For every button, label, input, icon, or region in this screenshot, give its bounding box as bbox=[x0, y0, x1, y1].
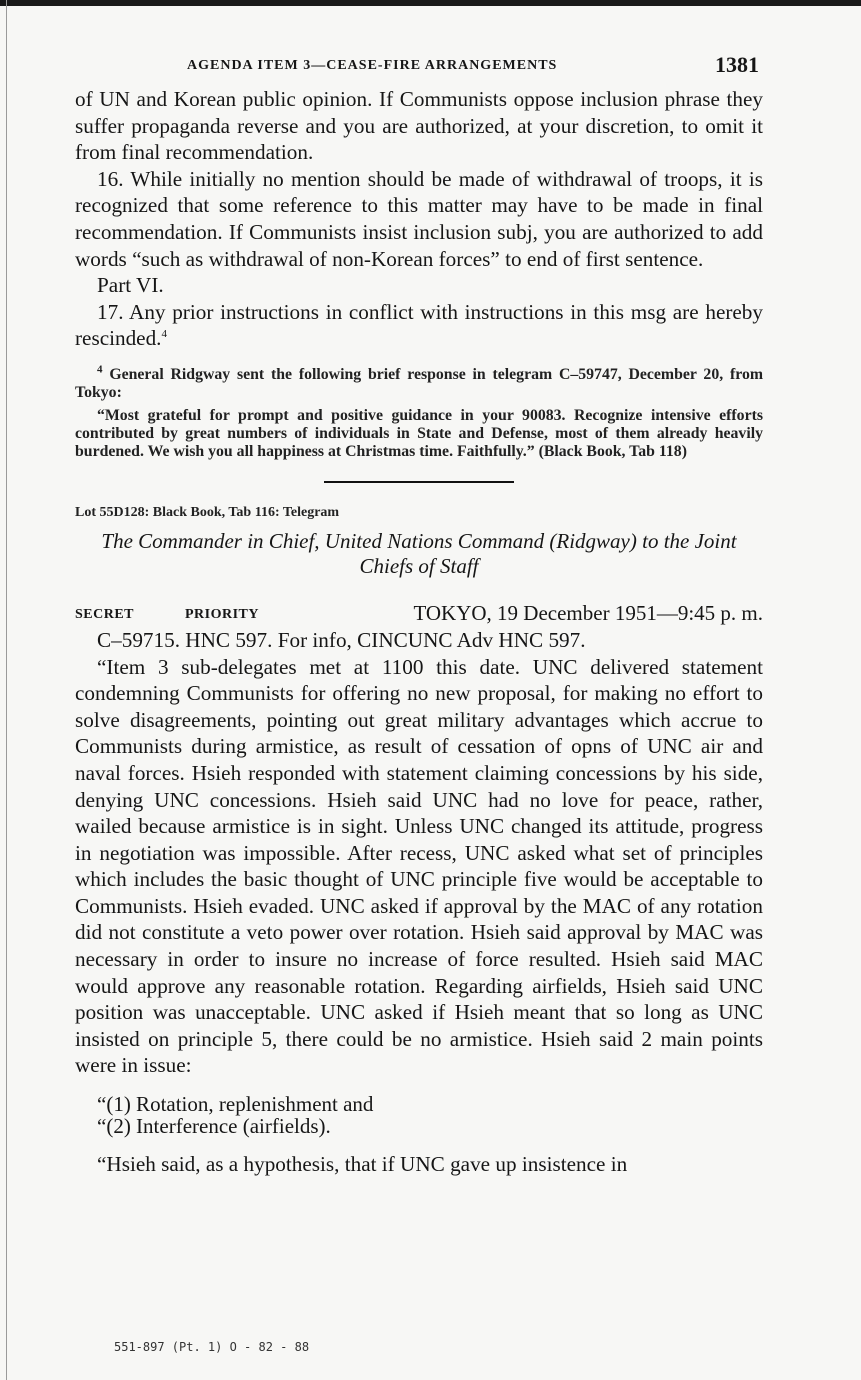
issue-list bbox=[75, 1093, 763, 1137]
telegram-slug bbox=[75, 601, 763, 627]
telegram-closing bbox=[75, 1151, 763, 1178]
paragraph-16: 16. While initially no mention should be made of withdrawal of troops, it is recognized that some reference to this matter may have to be made in final recommendation. If Communists insist inclusion subj, you are authorized to add words “such as withdrawal of non-Korean forces” to end of first sentence. bbox=[75, 166, 763, 271]
page bbox=[75, 52, 763, 1178]
top-edge-bar bbox=[0, 0, 861, 6]
print-imprint: 551-897 (Pt. 1) O - 82 - 88 bbox=[114, 1340, 310, 1354]
telegram-main-paragraph: “Item 3 sub-delegates met at 1100 this date. UNC delivered statement condemning Communists for offering no new proposal, for making no effort to solve disagreements, pointing out great military advantages which accrue to Communists during armistice, as result of cessation of opns of UNC air and naval forces. Hsieh responded with statement claiming concessions by his side, denying UNC concessions. Hsieh said UNC had no love for peace, rather, wailed because armistice is in sight. Unless UNC changed its attitude, progress in negotiation was impossible. After recess, UNC asked what set of principles which includes the basic thought of UNC principle five would be acceptable to Communists. Hsieh evaded. UNC asked if approval by the MAC of any rotation did not constitute a veto power over rotation. Hsieh said approval by MAC was necessary in order to insure no increase of force resulted. Hsieh said MAC would approve any reasonable rotation. Regarding airfields, Hsieh said UNC position was unacceptable. UNC asked if Hsieh meant that so long as UNC insisted on principle 5, there could be no armistice. Hsieh said 2 main points were in issue: bbox=[75, 654, 763, 1078]
footnote-text-1 bbox=[75, 363, 764, 402]
list-item: “(1) Rotation, replenishment and bbox=[97, 1092, 374, 1117]
section-divider bbox=[324, 481, 514, 483]
running-header bbox=[75, 52, 763, 86]
paragraph-17 bbox=[75, 299, 763, 352]
footnote bbox=[75, 363, 764, 461]
footnote-text-1-body: General Ridgway sent the following brief response in telegram C–59747, December 20, from Tokyo: bbox=[75, 365, 764, 401]
running-title: AGENDA ITEM 3—CEASE-FIRE ARRANGEMENTS bbox=[187, 58, 558, 73]
paragraph-17-text: 17. Any prior instructions in conflict with instructions in this msg are hereby rescinded. bbox=[75, 299, 763, 351]
part-heading: Part VI. bbox=[97, 273, 164, 298]
telegram-last-paragraph: “Hsieh said, as a hypothesis, that if UNC gave up insistence in bbox=[97, 1152, 628, 1177]
telegram-reference: C–59715. HNC 597. For info, CINCUNC Adv HNC 597. bbox=[97, 627, 586, 652]
telegram-body bbox=[75, 627, 763, 1079]
classification: SECRET bbox=[75, 606, 135, 622]
footnote-marker: 4 bbox=[97, 363, 103, 376]
document-title: The Commander in Chief, United Nations Command (Ridgway) to the Joint Chiefs of Staff bbox=[101, 528, 737, 578]
footnote-text-2: “Most grateful for prompt and positive guidance in your 90083. Recognize intensive efforts contributed by great numbers of individuals in State and Defense, most of them already heavily burdened. We wish you all happiness at Christmas time. Faithfully.” (Black Book, Tab 118) bbox=[75, 406, 763, 460]
precedence: PRIORITY bbox=[185, 606, 260, 622]
source-note: Lot 55D128: Black Book, Tab 116: Telegram bbox=[75, 504, 340, 520]
instructions-body bbox=[75, 86, 763, 352]
page-number: 1381 bbox=[715, 52, 759, 77]
list-item: “(2) Interference (airfields). bbox=[97, 1114, 331, 1139]
paragraph-continued: of UN and Korean public opinion. If Communists oppose inclusion phrase they suffer propaganda reverse and you are authorized, at your discretion, to omit it from final recommendation. bbox=[75, 87, 763, 165]
footnote-ref[interactable]: 4 bbox=[161, 328, 167, 341]
dateline: TOKYO, 19 December 1951—9:45 p. m. bbox=[413, 600, 763, 625]
left-margin-line bbox=[6, 0, 7, 1380]
